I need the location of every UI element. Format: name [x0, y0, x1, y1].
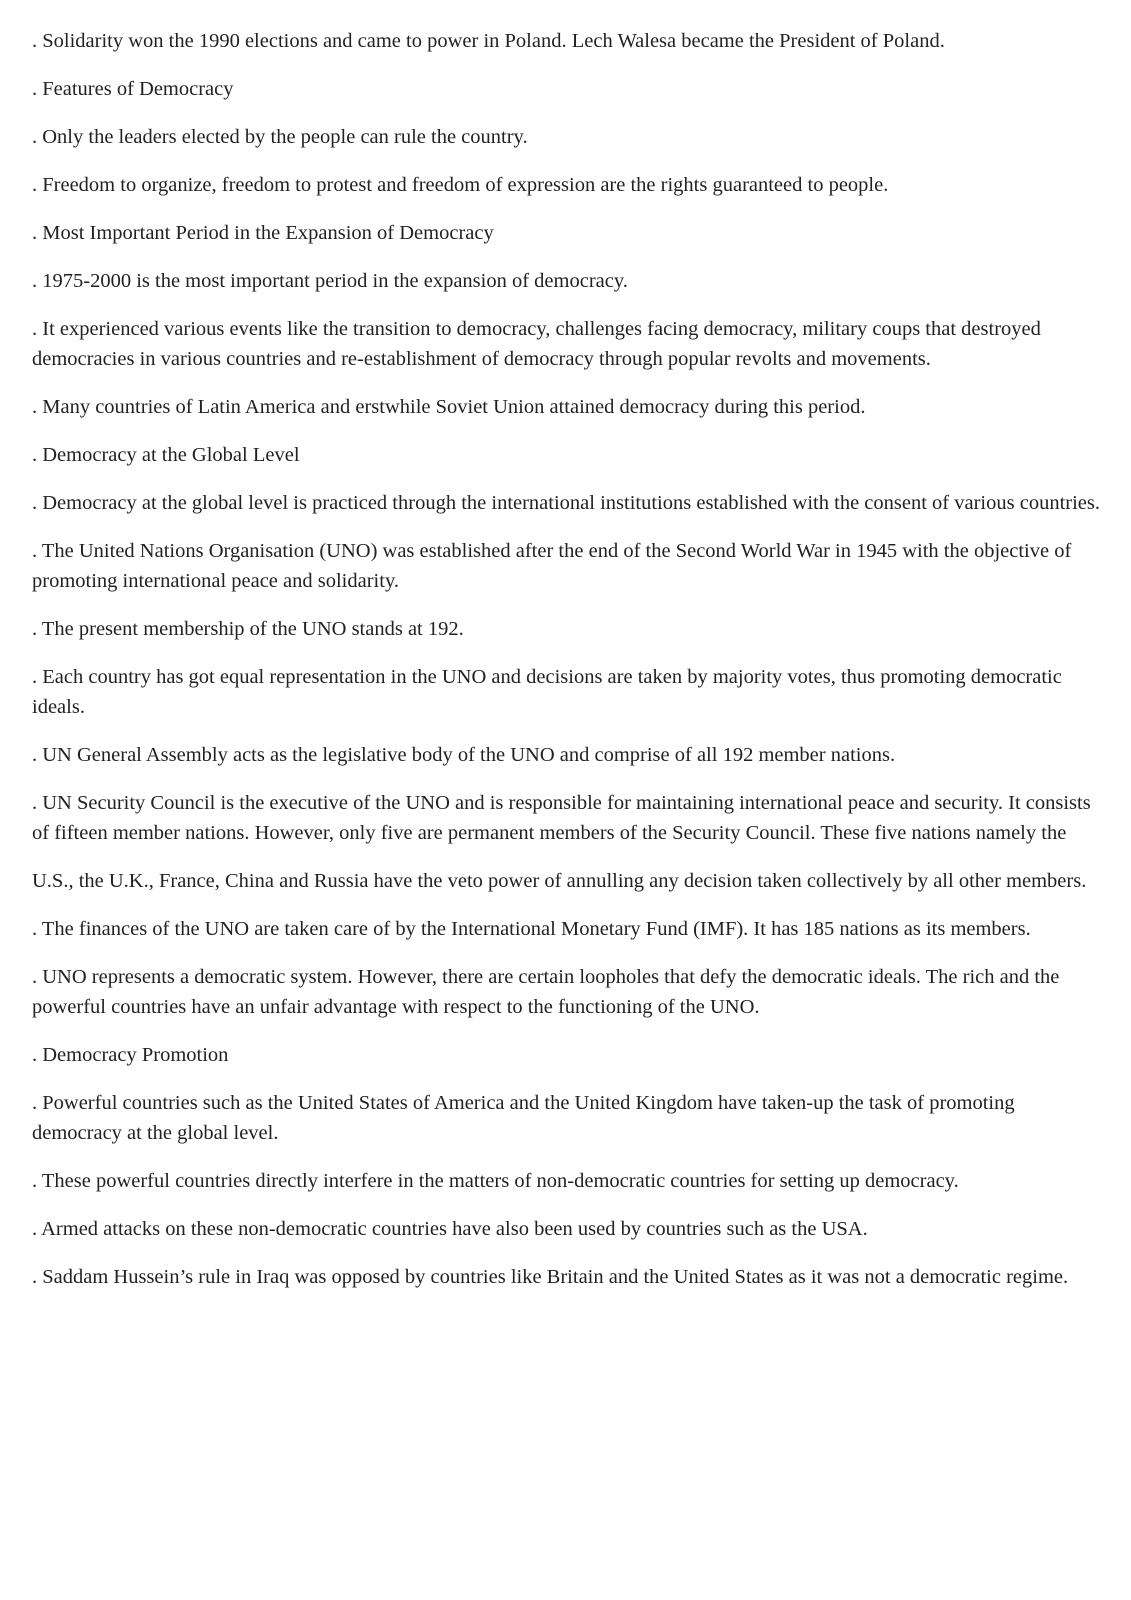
paragraph-equal-representation: . Each country has got equal representation in the UNO and decisions are taken by majority votes, thus promoting democratic ideals. [32, 666, 1062, 718]
heading-expansion-period: . Most Important Period in the Expansion of Democracy [32, 222, 494, 244]
heading-global-level: . Democracy at the Global Level [32, 444, 300, 466]
paragraph-security-council: . UN Security Council is the executive of the UNO and is responsible for maintaining international peace and security. It consists of fifteen member nations. However, only five are permanent members of the Security Council. These five nations namely the [32, 792, 1091, 844]
paragraph-uno-established: . The United Nations Organisation (UNO) was established after the end of the Second World War in 1945 with the objective of promoting international peace and solidarity. [32, 540, 1072, 592]
paragraph-freedoms: . Freedom to organize, freedom to protest and freedom of expression are the rights guaranteed to people. [32, 174, 889, 196]
paragraph-powerful-countries: . Powerful countries such as the United States of America and the United Kingdom have taken-up the task of promoting democracy at the global level. [32, 1092, 1015, 1144]
paragraph-elected-leaders: . Only the leaders elected by the people can rule the country. [32, 126, 528, 148]
paragraph-uno-membership: . The present membership of the UNO stands at 192. [32, 618, 464, 640]
paragraph-uno-finances: . The finances of the UNO are taken care of by the International Monetary Fund (IMF). It has 185 nations as its members. [32, 918, 1031, 940]
paragraph-iraq: . Saddam Hussein’s rule in Iraq was opposed by countries like Britain and the United States as it was not a democratic regime. [32, 1266, 1069, 1288]
heading-democracy-promotion: . Democracy Promotion [32, 1044, 229, 1066]
heading-features-of-democracy: . Features of Democracy [32, 78, 234, 100]
paragraph-direct-interference: . These powerful countries directly interfere in the matters of non-democratic countries for setting up democracy. [32, 1170, 959, 1192]
paragraph-1975-2000: . 1975-2000 is the most important period in the expansion of democracy. [32, 270, 628, 292]
paragraph-veto-power: U.S., the U.K., France, China and Russia have the veto power of annulling any decision taken collectively by all other members. [32, 870, 1087, 892]
paragraph-general-assembly: . UN General Assembly acts as the legislative body of the UNO and comprise of all 192 member nations. [32, 744, 896, 766]
paragraph-uno-loopholes: . UNO represents a democratic system. However, there are certain loopholes that defy the democratic ideals. The rich and the powerful countries have an unfair advantage with respect to the functioning of the UNO. [32, 966, 1060, 1018]
paragraph-latin-america-soviet: . Many countries of Latin America and erstwhile Soviet Union attained democracy during this period. [32, 396, 866, 418]
paragraph-armed-attacks: . Armed attacks on these non-democratic countries have also been used by countries such as the USA. [32, 1218, 868, 1240]
paragraph-international-institutions: . Democracy at the global level is practiced through the international institutions established with the consent of various countries. [32, 492, 1100, 514]
paragraph-various-events: . It experienced various events like the transition to democracy, challenges facing democracy, military coups that destroyed democracies in various countries and re-establishment of democracy through popular revolts and movements. [32, 318, 1041, 370]
paragraph-solidarity-poland: . Solidarity won the 1990 elections and came to power in Poland. Lech Walesa became the President of Poland. [32, 30, 945, 52]
